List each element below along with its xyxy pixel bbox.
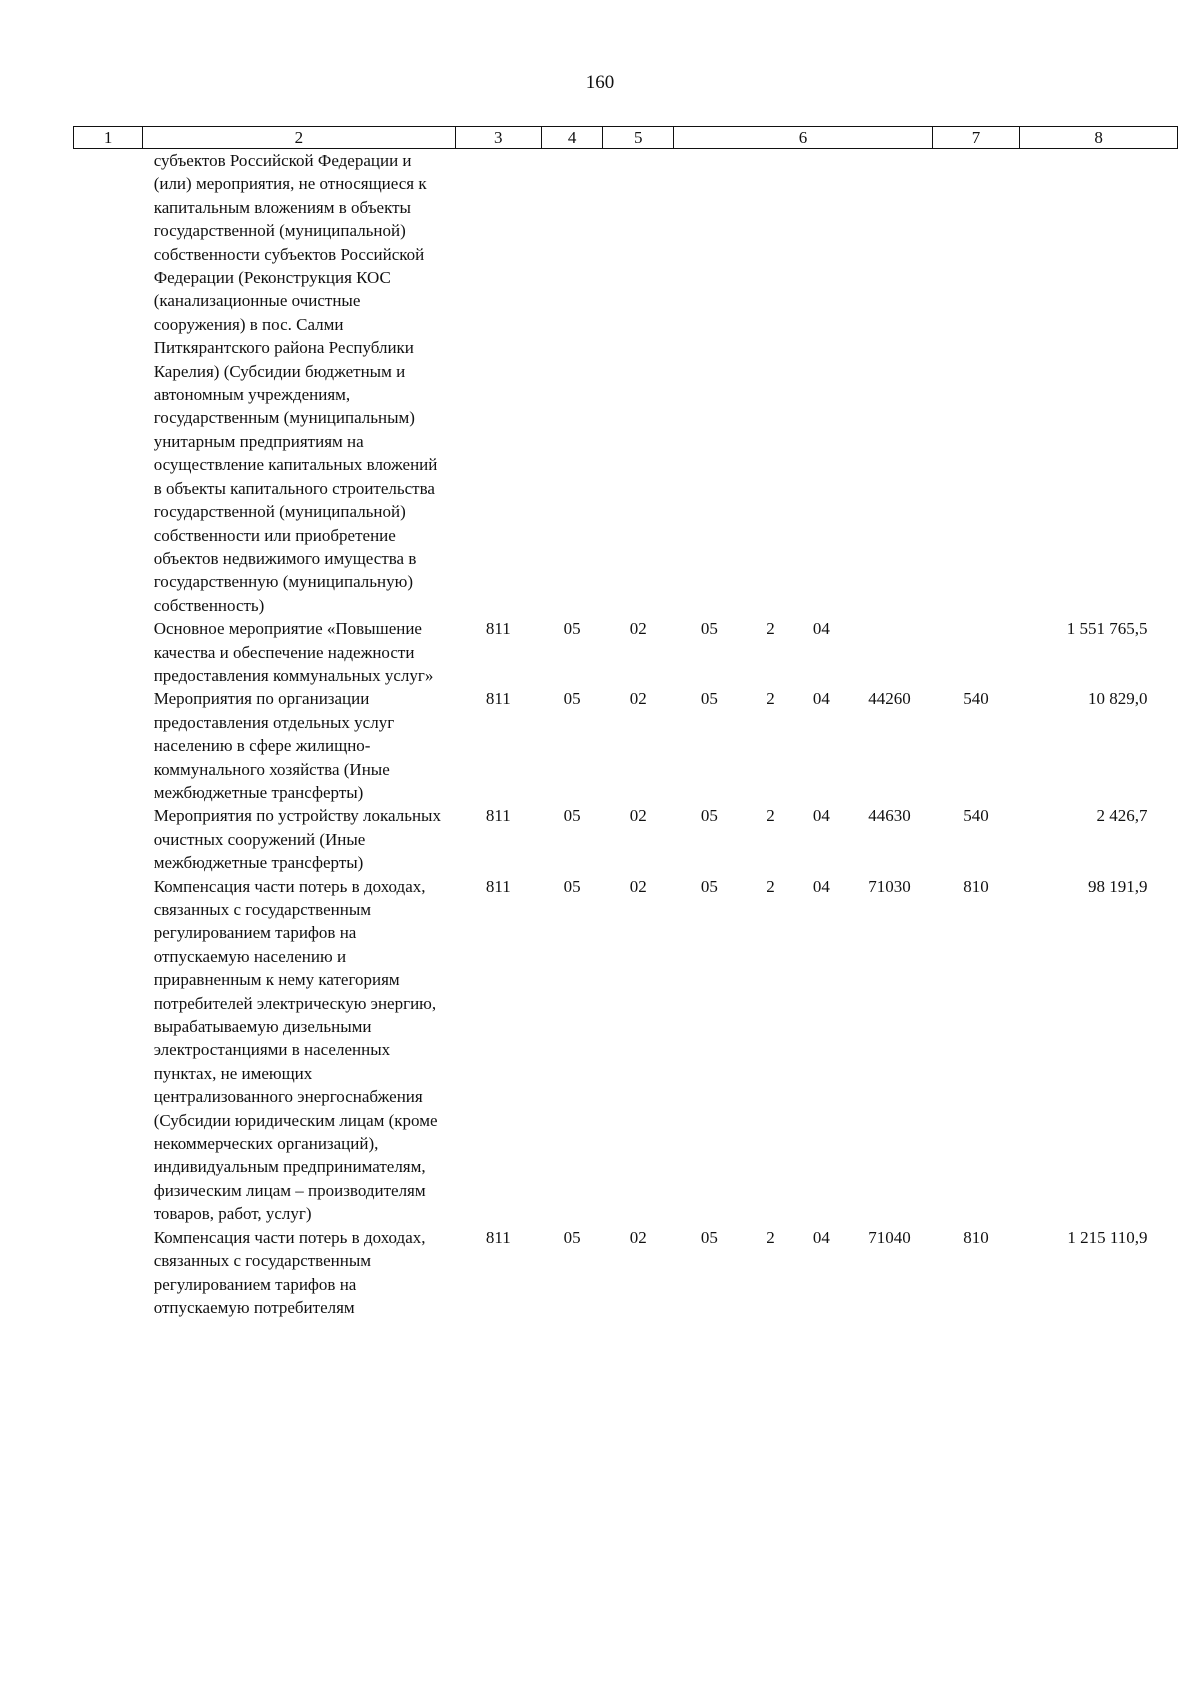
row-index: [74, 687, 143, 804]
header-cell-8: 8: [1020, 127, 1178, 149]
program-code: 05: [700, 619, 718, 639]
row-index: [74, 875, 143, 1226]
event-code: 04: [812, 619, 830, 639]
row-description: субъектов Российской Федерации и (или) мероприятия, не относящиеся к капитальным вложениям в объекты государственной (муниципальной) собственности субъектов Российской Федерации (Реконструкция КОС (канализационные очистные сооружения) в пос. Салми Питкярантского района Республики Карелия) (Субсидии бюджетным и автономным учреждениям, государственным (муниципальным) унитарным предприятиям на осуществление капитальных вложений в объекты капитального строительства государственной (муниципальной) собственности или приобретение объектов недвижимого имущества в государственную (муниципальную) собственность): [153, 151, 438, 615]
expense-type-code: 810: [963, 876, 989, 896]
direction-code: [847, 149, 932, 618]
subsection-code: 02: [629, 619, 647, 639]
header-cell-5: 5: [603, 127, 674, 149]
subprogram-code: 2: [766, 619, 775, 639]
subprogram-code: 2: [766, 1227, 775, 1247]
expense-type-code: 540: [963, 689, 989, 709]
row-description: Компенсация части потерь в доходах, связанных с государственным регулированием тарифов на отпускаемую потребителям: [153, 1227, 426, 1317]
event-code: 04: [812, 806, 830, 826]
header-cell-3: 3: [455, 127, 541, 149]
expense-type-code: 810: [963, 1227, 989, 1247]
ministry-code: 811: [485, 876, 511, 896]
subprogram-code: [745, 149, 796, 618]
expense-type-code: 540: [963, 806, 989, 826]
table-row: [74, 1226, 1178, 1320]
subprogram-code: 2: [766, 876, 775, 896]
table-row: [74, 804, 1178, 874]
page-number: 160: [585, 72, 615, 93]
direction-code: 44630: [868, 806, 911, 826]
row-description: Компенсация части потерь в доходах, связанных с государственным регулированием тарифов на отпускаемую населению и приравненным к нему категориям потребителей электрическую энергию, вырабатываемую дизельными электростанциями в населенных пунктах, не имеющих централизованного энергоснабжения (Субсидии юридическим лицам (кроме некоммерческих организаций), индивидуальным предпринимателям, физическим лицам – производителям товаров, работ, услуг): [153, 876, 438, 1224]
section-code: 05: [563, 1227, 581, 1247]
subprogram-code: 2: [766, 806, 775, 826]
header-cell-6: 6: [674, 127, 932, 149]
table-row: [74, 875, 1178, 1226]
expense-type-code: [932, 617, 1020, 687]
subsection-code: 02: [629, 1227, 647, 1247]
row-description: Мероприятия по организации предоставления отдельных услуг населению в сфере жилищно-коммунального хозяйства (Иные межбюджетные трансферты): [153, 689, 395, 802]
direction-code: 71040: [868, 1227, 911, 1247]
amount: 10 829,0: [1088, 689, 1148, 709]
row-index: [74, 149, 143, 618]
header-cell-1: 1: [74, 127, 143, 149]
column-number-header: [74, 127, 1178, 149]
amount: 1 215 110,9: [1067, 1227, 1148, 1247]
amount: 2 426,7: [1096, 806, 1148, 826]
header-cell-4: 4: [542, 127, 603, 149]
row-description: Основное мероприятие «Повышение качества и обеспечение надежности предоставления коммунальных услуг»: [153, 619, 434, 685]
row-index: [74, 804, 143, 874]
direction-code: 44260: [868, 689, 911, 709]
program-code: 05: [700, 1227, 718, 1247]
subsection-code: 02: [629, 876, 647, 896]
subsection-code: [603, 149, 674, 618]
expense-type-code: [932, 149, 1020, 618]
subsection-code: 02: [629, 689, 647, 709]
amount: 1 551 765,5: [1066, 619, 1148, 639]
subprogram-code: 2: [766, 689, 775, 709]
ministry-code: 811: [485, 806, 511, 826]
row-index: [74, 617, 143, 687]
program-code: 05: [700, 806, 718, 826]
row-index: [74, 1226, 143, 1320]
ministry-code: 811: [485, 619, 511, 639]
table-body: [74, 149, 1178, 1320]
section-code: 05: [563, 689, 581, 709]
ministry-code: 811: [485, 689, 511, 709]
ministry-code: 811: [485, 1227, 511, 1247]
table-row: [74, 617, 1178, 687]
budget-table: [73, 126, 1178, 1319]
direction-code: 71030: [868, 876, 911, 896]
header-cell-2: 2: [143, 127, 455, 149]
section-code: 05: [563, 876, 581, 896]
amount: 98 191,9: [1088, 876, 1148, 896]
ministry-code: [455, 149, 541, 618]
row-description: Мероприятия по устройству локальных очистных сооружений (Иные межбюджетные трансферты): [153, 806, 441, 873]
subsection-code: 02: [629, 806, 647, 826]
program-code: [674, 149, 745, 618]
event-code: 04: [812, 689, 830, 709]
header-cell-7: 7: [932, 127, 1020, 149]
table-row: [74, 687, 1178, 804]
section-code: 05: [563, 619, 581, 639]
program-code: 05: [700, 689, 718, 709]
program-code: 05: [700, 876, 718, 896]
event-code: [796, 149, 847, 618]
amount: [1020, 149, 1178, 618]
direction-code: [847, 617, 932, 687]
event-code: 04: [812, 876, 830, 896]
section-code: 05: [563, 806, 581, 826]
section-code: [542, 149, 603, 618]
table-row: [74, 149, 1178, 618]
event-code: 04: [812, 1227, 830, 1247]
